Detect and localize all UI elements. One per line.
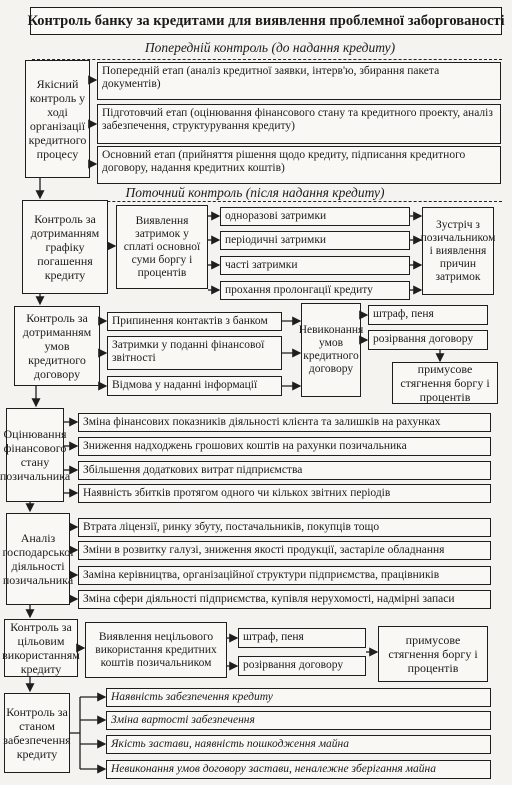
forced-collection-2: примусове стягнення боргу і процентів: [378, 626, 488, 682]
contract-termination-2: розірвання договору: [238, 656, 366, 676]
terms-item-3: Відмова у наданні інформації: [107, 376, 282, 396]
collateral-item-1: Наявність забезпечення кредиту: [106, 688, 491, 707]
quality-control-box: Якісний контроль у ході організації кредитного процесу: [25, 60, 90, 178]
section-current: Поточний контроль (після надання кредиту): [125, 185, 385, 200]
section-preliminary: Попередній контроль (до надання кредиту): [144, 40, 396, 55]
financial-item-1: Зміна фінансових показників діяльності клієнта та залишків на рахунках: [78, 413, 491, 432]
forced-collection-1: примусове стягнення боргу і процентів: [392, 362, 498, 404]
schedule-control-box: Контроль за дотриманням графіку погашення кредиту: [22, 200, 108, 294]
terms-item-2: Затримки у поданні фінансової звітності: [107, 336, 282, 370]
economic-analysis-box: Аналіз господарської діяльності позичальника: [6, 513, 70, 605]
economic-item-2: Зміни в розвитку галузі, зниження якості продукції, застаріле обладнання: [78, 541, 491, 560]
collateral-item-2: Зміна вартості забезпечення: [106, 711, 491, 730]
target-use-box: Контроль за цільовим використанням кредиту: [2, 620, 80, 676]
financial-item-2: Зниження надходжень грошових коштів на рахунки позичальника: [78, 437, 491, 456]
penalty-fine-1: штраф, пеня: [368, 305, 488, 325]
contract-violation-box: Невиконання умов кредитного договору: [301, 303, 361, 397]
collateral-control-box: Контроль за станом забезпечення кредиту: [4, 693, 70, 773]
schedule-delay-detection: Виявлення затримок у сплаті основної суми боргу і процентів: [116, 205, 208, 289]
diagram-title: Контроль банку за кредитами для виявлення проблемної заборгованості: [30, 7, 502, 35]
terms-control-box: Контроль за дотриманням умов кредитного договору: [14, 306, 100, 386]
delay-item-1: одноразові затримки: [220, 207, 410, 226]
contract-termination-1: розірвання договору: [368, 330, 488, 350]
economic-item-3: Заміна керівництва, організаційної структури підприємства, працівників: [78, 566, 491, 585]
financial-item-4: Наявність збитків протягом одного чи кількох звітних періодів: [78, 484, 491, 503]
quality-item-2: Підготовчий етап (оцінювання фінансового стану та кредитного проекту, аналіз забезпечення, структурування кредиту): [97, 104, 501, 144]
delay-item-4: прохання пролонгації кредиту: [220, 281, 410, 300]
borrower-meeting-box: Зустріч з позичальником і виявлення причин затримок: [422, 207, 494, 295]
economic-item-4: Зміна сфери діяльності підприємства, купівля нерухомості, надмірні запаси: [78, 590, 491, 609]
collateral-item-4: Невиконання умов договору застави, неналежне зберігання майна: [106, 760, 491, 779]
delay-item-2: періодичні затримки: [220, 231, 410, 250]
terms-item-1: Припинення контактів з банком: [107, 312, 282, 331]
quality-item-3: Основний етап (прийняття рішення щодо кредиту, підписання кредитного договору, надання кредитних коштів): [97, 146, 501, 184]
financial-assessment-box: Оцінювання фінансового стану позичальника: [6, 408, 64, 502]
financial-item-3: Збільшення додаткових витрат підприємства: [78, 461, 491, 480]
economic-item-1: Втрата ліцензії, ринку збуту, постачальників, покупців тощо: [78, 518, 491, 537]
collateral-item-3: Якість застави, наявність пошкодження майна: [106, 735, 491, 754]
misuse-detection-box: Виявлення нецільового використання кредитних коштів позичальником: [85, 622, 227, 678]
quality-item-1: Попередній етап (аналіз кредитної заявки, інтерв'ю, збирання пакета документів): [97, 62, 501, 100]
penalty-fine-2: штраф, пеня: [238, 628, 366, 648]
delay-item-3: часті затримки: [220, 256, 410, 275]
